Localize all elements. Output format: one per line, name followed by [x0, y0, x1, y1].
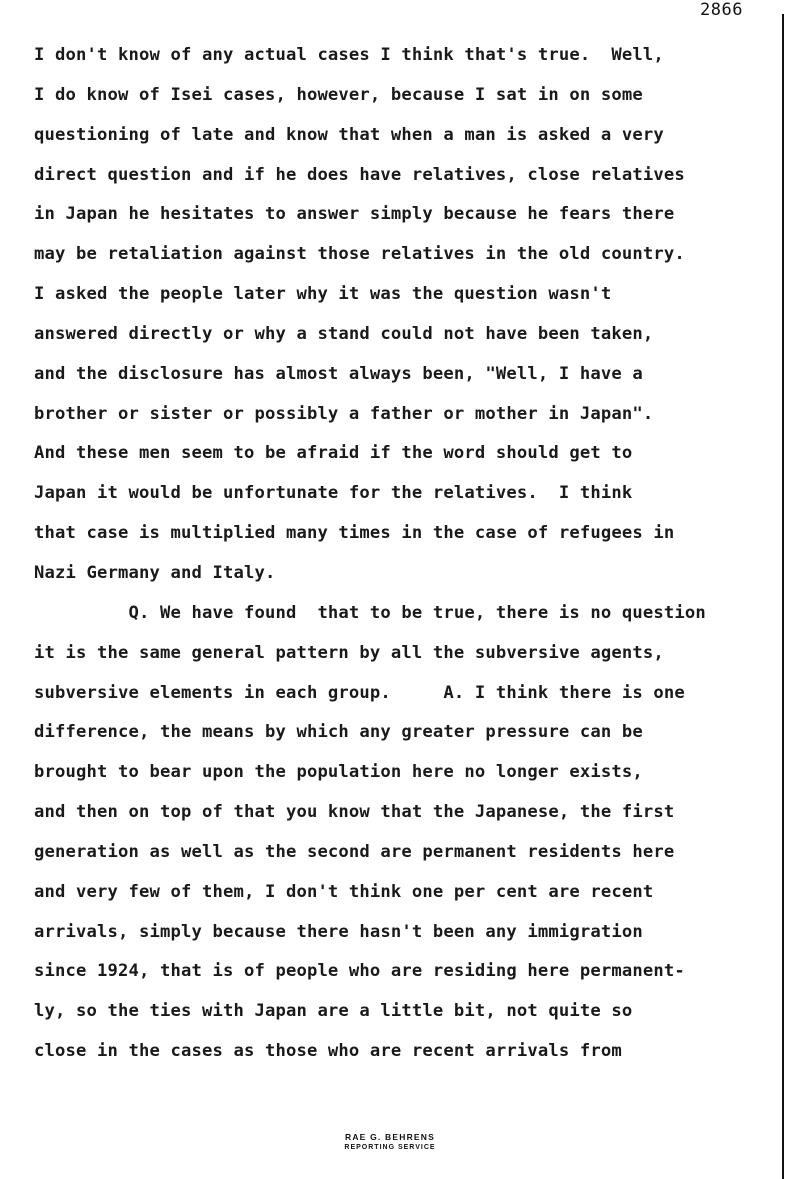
transcript-line: ly, so the ties with Japan are a little bit, not quite so — [34, 1001, 633, 1022]
transcript-line: close in the cases as those who are recent arrivals from — [34, 1041, 622, 1062]
transcript-line: Nazi Germany and Italy. — [34, 562, 276, 583]
transcript-line: I do know of Isei cases, however, because I sat in on some — [34, 84, 643, 105]
transcript-line: I don't know of any actual cases I think that's true. Well, — [34, 45, 664, 65]
transcript-line: and then on top of that you know that the Japanese, the first — [34, 802, 675, 823]
transcript-line: direct question and if he does have relatives, close relatives — [34, 164, 685, 185]
transcript-line: in Japan he hesitates to answer simply because he fears there — [34, 204, 675, 225]
transcript-line: questioning of late and know that when a man is asked a very — [34, 124, 664, 145]
transcript-line: brother or sister or possibly a father or mother in Japan". — [34, 403, 654, 424]
transcript-line: Q. We have found that to be true, there is no question — [34, 602, 706, 623]
transcript-line: and very few of them, I don't think one per cent are recent — [34, 881, 654, 902]
transcript-body — [34, 36, 778, 1072]
transcript-line: difference, the means by which any greater pressure can be — [34, 722, 643, 743]
transcript-line: it is the same general pattern by all the subversive agents, — [34, 642, 664, 663]
transcript-line: generation as well as the second are permanent residents here — [34, 841, 675, 862]
transcript-line: since 1924, that is of people who are residing here permanent- — [34, 961, 685, 982]
transcript-line: Japan it would be unfortunate for the relatives. I think — [34, 483, 633, 504]
page-number: 2866 — [700, 0, 743, 20]
transcript-line: brought to bear upon the population here no longer exists, — [34, 762, 643, 783]
transcript-line: that case is multiplied many times in the case of refugees in — [34, 523, 675, 544]
margin-rule — [782, 14, 784, 1179]
transcript-line: And these men seem to be afraid if the word should get to — [34, 443, 633, 464]
transcript-line: answered directly or why a stand could not have been taken, — [34, 323, 654, 344]
transcript-line: may be retaliation against those relatives in the old country. — [34, 244, 685, 265]
reporter-name: RAE G. BEHRENS — [344, 1132, 435, 1142]
transcript-line: and the disclosure has almost always been, "Well, I have a — [34, 363, 643, 384]
reporter-footer — [300, 1132, 480, 1153]
transcript-line: subversive elements in each group. A. I think there is one — [34, 682, 685, 703]
transcript-line: I asked the people later why it was the question wasn't — [34, 284, 612, 305]
reporting-service: REPORTING SERVICE — [344, 1144, 436, 1151]
transcript-line: arrivals, simply because there hasn't been any immigration — [34, 921, 643, 942]
